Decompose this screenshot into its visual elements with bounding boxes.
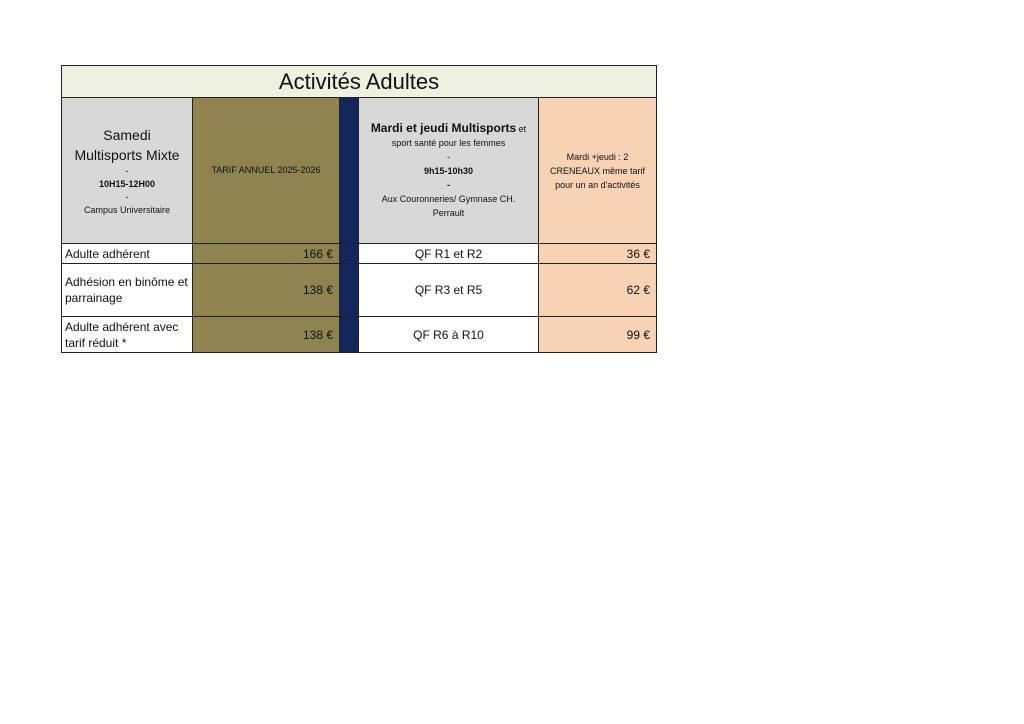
table-row (62, 244, 656, 264)
tuesday-thursday-place-2: Perrault (432, 208, 465, 218)
table-row (62, 264, 656, 317)
row-qf: QF R6 à R10 (359, 317, 539, 352)
separator: - (447, 152, 450, 162)
row-price: 62 € (539, 264, 656, 316)
tarif-annuel-label: TARIF ANNUEL 2025-2026 (211, 165, 321, 175)
two-slots-line-3: pour un an d'activités (555, 179, 640, 190)
divider-column (340, 98, 359, 243)
divider-column (340, 264, 359, 316)
title-rest: et (516, 124, 527, 134)
row-tarif: 138 € (193, 264, 340, 316)
table-row (62, 317, 656, 352)
separator: - (125, 191, 129, 202)
separator: - (447, 180, 450, 190)
header-saturday (62, 98, 193, 243)
row-label: Adulte adhérent avec tarif réduit * (62, 317, 193, 352)
tuesday-thursday-title (371, 121, 526, 136)
divider-column (340, 317, 359, 352)
row-label: Adulte adhérent (62, 244, 193, 263)
saturday-day: Samedi (103, 126, 151, 143)
header-two-slots (539, 98, 656, 243)
header-tuesday-thursday (359, 98, 539, 243)
tuesday-thursday-time: 9h15-10h30 (423, 166, 474, 176)
saturday-place: Campus Universitaire (83, 204, 171, 215)
tuesday-thursday-subtitle: sport santé pour les femmes (391, 138, 506, 148)
header-row (62, 98, 656, 244)
row-qf: QF R3 et R5 (359, 264, 539, 316)
two-slots-line-1: Mardi +jeudi : 2 (566, 151, 629, 162)
row-tarif: 138 € (193, 317, 340, 352)
table-title: Activités Adultes (62, 66, 656, 98)
title-bold: Mardi et jeudi Multisports (370, 121, 517, 135)
row-price: 36 € (539, 244, 656, 263)
row-qf: QF R1 et R2 (359, 244, 539, 263)
tuesday-thursday-place-1: Aux Couronneries/ Gymnase CH. (381, 194, 516, 204)
divider-column (340, 244, 359, 263)
activities-table (61, 65, 657, 353)
row-label: Adhésion en binôme et parrainage (62, 264, 193, 316)
separator: - (125, 165, 129, 176)
two-slots-line-2: CRENEAUX même tarif (549, 165, 646, 176)
row-tarif: 166 € (193, 244, 340, 263)
saturday-time: 10H15-12H00 (98, 178, 156, 189)
saturday-activity: Multisports Mixte (74, 146, 180, 163)
row-price: 99 € (539, 317, 656, 352)
header-tarif-annuel (193, 98, 340, 243)
